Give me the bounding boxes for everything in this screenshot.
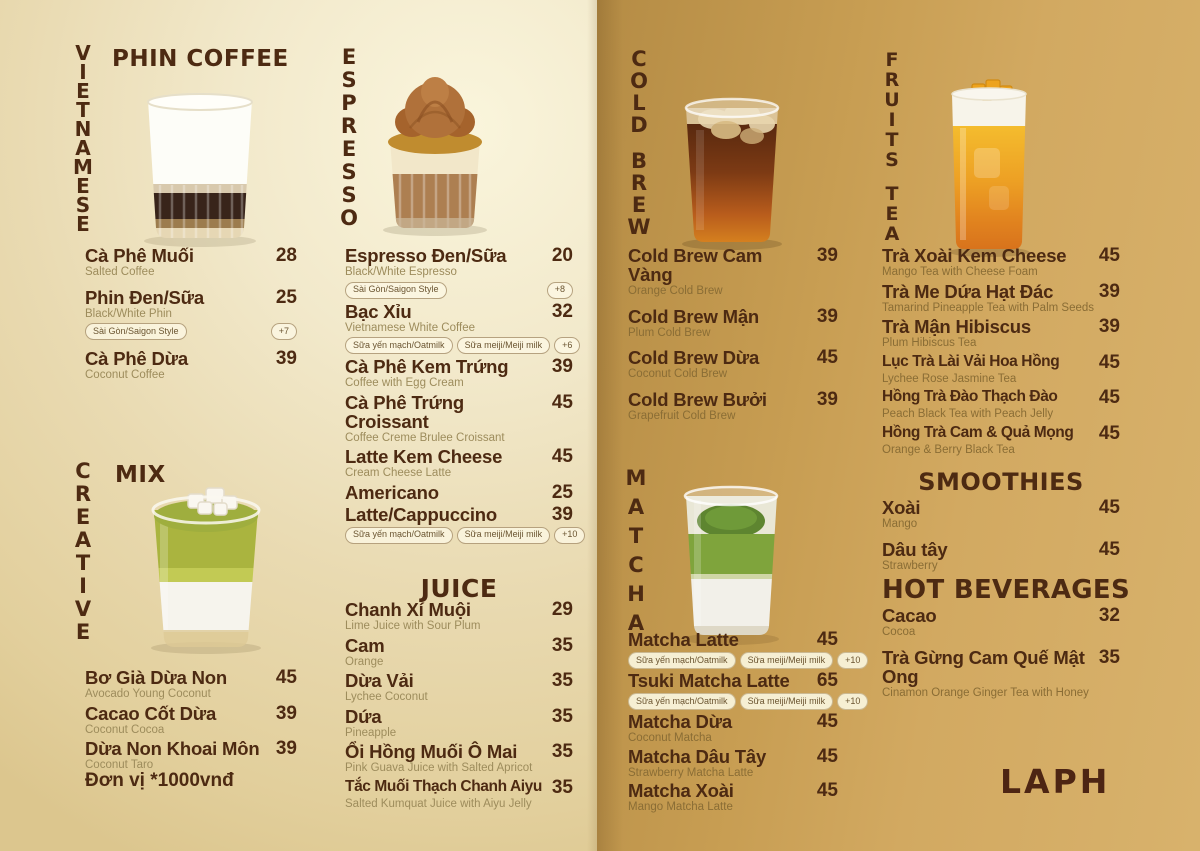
item-badges bbox=[345, 282, 573, 299]
section-title-juice: JUICE bbox=[420, 574, 498, 603]
menu-item bbox=[628, 307, 838, 340]
badge-pill: Sữa meiji/Meiji milk bbox=[457, 337, 551, 354]
vertical-title-cold-brew: C O L D B R E W bbox=[627, 47, 651, 239]
item-price: 45 bbox=[1098, 351, 1120, 373]
item-subtitle: Coffee with Egg Cream bbox=[345, 377, 464, 389]
item-price: 45 bbox=[275, 667, 297, 688]
vertical-title-espresso: E S P R E S S O bbox=[340, 45, 358, 230]
menu-item bbox=[882, 246, 1120, 279]
item-price: 45 bbox=[1098, 497, 1120, 518]
item-name: Bơ Già Dừa Non bbox=[85, 667, 227, 688]
price-extra-pill: +8 bbox=[547, 282, 573, 299]
item-subtitle: Coconut Cocoa bbox=[85, 723, 165, 736]
item-name: Cold Brew Bưởi bbox=[628, 388, 767, 410]
menu-item bbox=[882, 498, 1120, 531]
item-name: Matcha Dâu Tây bbox=[628, 745, 767, 767]
item-name: Espresso Đen/Sữa bbox=[345, 245, 507, 266]
price-extra-pill: +10 bbox=[837, 652, 868, 669]
item-price: 45 bbox=[1098, 538, 1120, 560]
item-price: 45 bbox=[816, 347, 838, 368]
item-price: 45 bbox=[551, 446, 573, 467]
item-price: 39 bbox=[816, 245, 838, 266]
item-name: Trà Mận Hibiscus bbox=[882, 316, 1031, 337]
item-name: Latte Kem Cheese bbox=[345, 446, 503, 467]
item-name: Ổi Hồng Muối Ô Mai bbox=[345, 741, 518, 762]
item-price: 45 bbox=[816, 745, 838, 767]
menu-item bbox=[628, 629, 861, 669]
menu-item bbox=[85, 246, 297, 279]
unit-note: Đơn vị *1000vnđ bbox=[85, 770, 234, 791]
item-price: 35 bbox=[551, 670, 573, 691]
menu-item bbox=[882, 353, 1120, 386]
menu-item bbox=[345, 447, 573, 480]
badge-pill: Sữa yến mạch/Oatmilk bbox=[628, 693, 736, 710]
espresso-items bbox=[345, 245, 578, 547]
item-price: 35 bbox=[551, 776, 573, 798]
item-badges bbox=[345, 337, 573, 354]
item-subtitle: Peach Black Tea with Peach Jelly bbox=[882, 408, 1054, 420]
item-name: Cold Brew Cam Vàng bbox=[628, 245, 763, 285]
item-price: 35 bbox=[551, 634, 573, 656]
menu-item bbox=[628, 246, 838, 298]
item-price: 39 bbox=[816, 388, 838, 410]
badge-pill: Sữa meiji/Meiji milk bbox=[740, 693, 834, 710]
item-name: Bạc Xỉu bbox=[345, 300, 412, 322]
price-extra-pill: +6 bbox=[554, 337, 580, 354]
smoothies-items bbox=[882, 498, 1120, 581]
item-price: 45 bbox=[1098, 387, 1120, 408]
item-name: Dứa bbox=[345, 705, 382, 727]
item-subtitle: Cream Cheese Latte bbox=[345, 467, 452, 479]
item-name: Dâu tây bbox=[882, 538, 948, 560]
item-subtitle: Strawberry bbox=[882, 559, 938, 572]
item-subtitle: Orange Cold Brew bbox=[628, 285, 723, 297]
item-subtitle: Lychee Rose Jasmine Tea bbox=[882, 372, 1017, 385]
item-subtitle: Orange bbox=[345, 655, 384, 668]
menu-item bbox=[628, 670, 861, 710]
badge-pill: Sữa meiji/Meiji milk bbox=[740, 652, 834, 669]
menu-item bbox=[882, 388, 1120, 421]
badge-pill: Sài Gòn/Saigon Style bbox=[345, 282, 447, 299]
item-badges bbox=[345, 527, 578, 544]
item-price: 29 bbox=[551, 599, 573, 620]
badge-pill: Sài Gòn/Saigon Style bbox=[85, 323, 187, 340]
menu-item bbox=[85, 739, 297, 772]
item-name: Cam bbox=[345, 634, 385, 656]
item-name: Cà Phê Muối bbox=[85, 245, 194, 266]
item-subtitle: Pink Guava Juice with Salted Apricot bbox=[345, 762, 533, 774]
phin-items bbox=[85, 246, 297, 391]
item-subtitle: Coconut Cold Brew bbox=[628, 368, 728, 380]
item-price: 65 bbox=[816, 670, 838, 691]
espresso-croissant-photo bbox=[360, 62, 510, 237]
item-name: Xoài bbox=[882, 497, 921, 518]
menu-item bbox=[882, 317, 1120, 350]
item-price: 39 bbox=[551, 503, 573, 525]
item-name: Trà Xoài Kem Cheese bbox=[882, 245, 1067, 266]
matcha-photo bbox=[664, 476, 799, 646]
item-price: 39 bbox=[1098, 280, 1120, 302]
creative-items bbox=[85, 668, 297, 775]
item-price: 35 bbox=[551, 741, 573, 762]
item-name: Matcha Latte bbox=[628, 629, 739, 650]
fruits-tea-photo bbox=[934, 78, 1044, 258]
item-price: 35 bbox=[551, 705, 573, 727]
creative-mix-photo bbox=[126, 480, 286, 655]
item-name: Trà Me Dứa Hạt Đác bbox=[882, 280, 1054, 302]
item-badges bbox=[85, 323, 297, 340]
badge-pill: Sữa meiji/Meiji milk bbox=[457, 527, 551, 544]
item-price: 45 bbox=[1098, 422, 1120, 444]
item-price: 32 bbox=[1098, 605, 1120, 626]
item-subtitle: Plum Cold Brew bbox=[628, 326, 711, 339]
cold-brew-photo bbox=[662, 86, 802, 251]
item-price: 45 bbox=[551, 391, 573, 413]
item-price: 25 bbox=[275, 286, 297, 308]
item-name: Cà Phê Dừa bbox=[85, 348, 188, 369]
item-name: Lục Trà Lài Vải Hoa Hồng bbox=[882, 352, 1060, 370]
price-extra-pill: +10 bbox=[554, 527, 585, 544]
item-price: 28 bbox=[275, 245, 297, 266]
fruits-tea-items bbox=[882, 246, 1120, 459]
item-price: 39 bbox=[551, 356, 573, 377]
menu-item bbox=[628, 747, 838, 780]
item-subtitle: Vietnamese White Coffee bbox=[345, 321, 475, 334]
badge-pill: Sữa yến mạch/Oatmilk bbox=[345, 337, 453, 354]
cold-brew-items bbox=[628, 246, 838, 431]
item-name: Tắc Muối Thạch Chanh Aiyu bbox=[345, 777, 542, 795]
menu-item bbox=[628, 348, 838, 381]
menu-item bbox=[85, 704, 297, 737]
item-subtitle: Salted Kumquat Juice with Aiyu Jelly bbox=[345, 797, 532, 810]
item-subtitle: Lime Juice with Sour Plum bbox=[345, 620, 481, 632]
item-price: 35 bbox=[1098, 646, 1120, 668]
menu-item bbox=[85, 288, 297, 341]
item-price: 39 bbox=[275, 738, 297, 759]
item-name: Cà Phê Trứng Croissant bbox=[345, 391, 464, 432]
item-price: 39 bbox=[816, 305, 838, 327]
item-price: 32 bbox=[551, 300, 573, 322]
item-name: Tsuki Matcha Latte bbox=[628, 670, 790, 691]
menu-item bbox=[345, 778, 573, 811]
item-subtitle: Cocoa bbox=[882, 626, 916, 638]
item-subtitle: Coffee Creme Brulee Croissant bbox=[345, 431, 505, 444]
badge-pill: Sữa yến mạch/Oatmilk bbox=[345, 527, 453, 544]
matcha-items bbox=[628, 629, 861, 816]
item-price: 39 bbox=[275, 702, 297, 724]
menu-item bbox=[628, 781, 838, 814]
item-subtitle: Mango Matcha Latte bbox=[628, 801, 733, 813]
item-subtitle: Plum Hibiscus Tea bbox=[882, 337, 977, 349]
menu-item bbox=[882, 540, 1120, 573]
item-name: Dừa Vải bbox=[345, 670, 414, 691]
menu-item bbox=[85, 668, 297, 701]
menu-item bbox=[345, 742, 573, 775]
menu-item bbox=[345, 357, 573, 390]
item-subtitle: Black/White Espresso bbox=[345, 266, 457, 278]
item-name: Dừa Non Khoai Môn bbox=[85, 738, 260, 759]
item-name: Matcha Xoài bbox=[628, 780, 734, 801]
item-subtitle: Tamarind Pineapple Tea with Palm Seeds bbox=[882, 301, 1095, 314]
item-subtitle: Lychee Coconut bbox=[345, 691, 428, 703]
vertical-title-matcha: M A T C H A bbox=[625, 466, 647, 635]
item-name: Cà Phê Kem Trứng bbox=[345, 356, 509, 377]
menu-item bbox=[345, 483, 573, 502]
item-name: Americano bbox=[345, 481, 439, 503]
juice-items bbox=[345, 600, 573, 813]
menu-item bbox=[345, 636, 573, 669]
item-subtitle: Grapefruit Cold Brew bbox=[628, 409, 736, 422]
vertical-title-vietnamese: V I E T N A M E S E bbox=[73, 41, 93, 236]
price-extra-pill: +10 bbox=[837, 693, 868, 710]
item-name: Chanh Xí Muội bbox=[345, 599, 471, 620]
item-subtitle: Pineapple bbox=[345, 726, 397, 739]
menu-item bbox=[345, 600, 573, 633]
item-price: 45 bbox=[816, 711, 838, 732]
menu-page-right bbox=[597, 0, 1200, 851]
section-title-smoothies: SMOOTHIES bbox=[918, 468, 1084, 496]
menu-item bbox=[345, 671, 573, 704]
item-subtitle: Black/White Phin bbox=[85, 307, 172, 320]
item-subtitle: Coconut Taro bbox=[85, 759, 154, 771]
item-price: 45 bbox=[1098, 245, 1120, 266]
price-extra-pill: +7 bbox=[271, 323, 297, 340]
menu-item bbox=[628, 712, 838, 745]
item-subtitle: Mango Tea with Cheese Foam bbox=[882, 266, 1038, 278]
item-subtitle: Salted Coffee bbox=[85, 266, 155, 278]
item-price: 45 bbox=[816, 780, 838, 801]
section-title-hot-beverages: HOT BEVERAGES bbox=[882, 575, 1130, 605]
item-subtitle: Cinamon Orange Ginger Tea with Honey bbox=[882, 686, 1089, 699]
menu-item bbox=[882, 606, 1120, 639]
item-name: Cold Brew Dừa bbox=[628, 347, 760, 368]
badge-pill: Sữa yến mạch/Oatmilk bbox=[628, 652, 736, 669]
item-subtitle: Mango bbox=[882, 518, 918, 530]
menu-item bbox=[345, 503, 578, 544]
item-price: 20 bbox=[551, 245, 573, 266]
item-price: 25 bbox=[551, 481, 573, 503]
item-name: Cold Brew Mận bbox=[628, 305, 760, 327]
menu-item bbox=[882, 424, 1120, 457]
item-name: Cacao Cốt Dừa bbox=[85, 702, 217, 724]
item-price: 39 bbox=[275, 348, 297, 369]
vertical-title-fruits-tea: F R U I T S T E A bbox=[884, 49, 900, 245]
hot-beverage-items bbox=[882, 606, 1120, 708]
laph-logo: LAPH bbox=[1000, 762, 1111, 801]
item-subtitle: Coconut Matcha bbox=[628, 732, 712, 744]
vertical-title-creative: C R E A T I V E bbox=[74, 459, 92, 644]
menu-item bbox=[882, 282, 1120, 315]
item-name: Phin Đen/Sữa bbox=[85, 286, 204, 308]
menu-page-left bbox=[0, 0, 597, 851]
item-name: Latte/Cappuccino bbox=[345, 503, 498, 525]
item-name: Cacao bbox=[882, 605, 937, 626]
item-subtitle: Avocado Young Coconut bbox=[85, 688, 211, 700]
item-name: Matcha Dừa bbox=[628, 711, 732, 732]
menu-item bbox=[882, 648, 1120, 700]
section-title-mix: MIX bbox=[115, 462, 166, 488]
item-badges bbox=[628, 693, 861, 710]
item-name: Trà Gừng Cam Quế Mật Ong bbox=[882, 646, 1085, 687]
item-badges bbox=[628, 652, 861, 669]
menu-item bbox=[345, 393, 573, 445]
item-name: Hồng Trà Cam & Quả Mọng bbox=[882, 423, 1074, 441]
item-subtitle: Strawberry Matcha Latte bbox=[628, 766, 754, 779]
item-name: Hồng Trà Đào Thạch Đào bbox=[882, 388, 1058, 405]
section-title-phin-coffee: PHIN COFFEE bbox=[112, 46, 289, 72]
item-subtitle: Orange & Berry Black Tea bbox=[882, 443, 1015, 456]
menu-item bbox=[345, 707, 573, 740]
item-price: 45 bbox=[816, 629, 838, 650]
menu-item bbox=[345, 302, 573, 355]
menu-item bbox=[85, 349, 297, 382]
item-subtitle: Coconut Coffee bbox=[85, 369, 165, 381]
menu-item bbox=[345, 246, 573, 299]
menu-item bbox=[628, 390, 838, 423]
item-price: 39 bbox=[1098, 316, 1120, 337]
phin-coffee-photo bbox=[128, 88, 272, 248]
